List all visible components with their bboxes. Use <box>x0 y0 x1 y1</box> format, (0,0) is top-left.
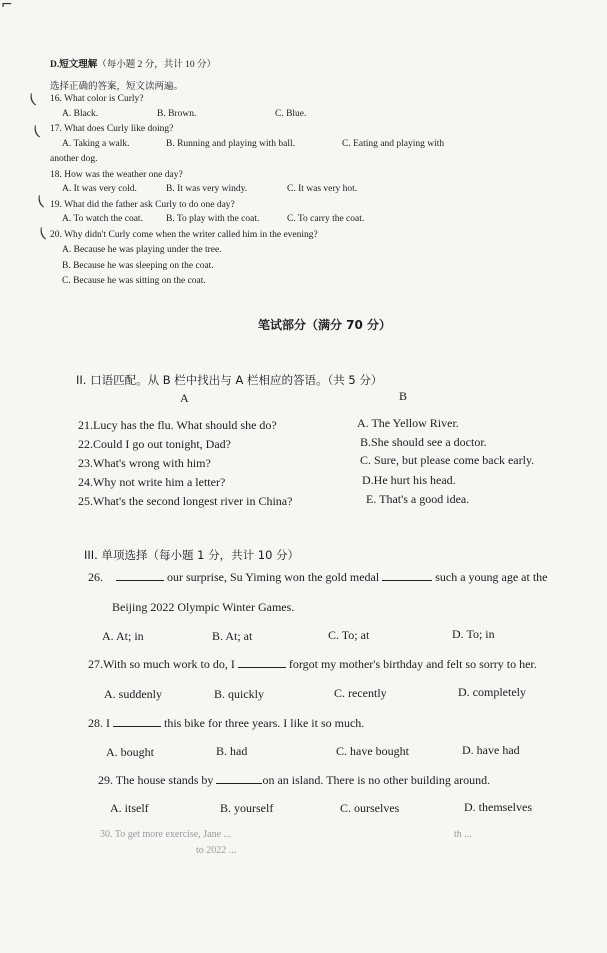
question-text: this bike for three years. I like it so much. <box>161 716 365 730</box>
answer-blank <box>113 725 161 727</box>
question-26 <box>88 570 548 585</box>
option: B. To play with the coat. <box>166 214 260 224</box>
option-continuation: another dog. <box>50 154 98 164</box>
option: C. Because he was sitting on the coat. <box>62 276 206 286</box>
section-ii-heading: II. 口语匹配。从 B 栏中找出与 A 栏相应的答语。（共 5 分） <box>76 373 383 387</box>
answer-blank <box>216 782 262 784</box>
section-d-note: （每小题 2 分，共计 10 分） <box>97 60 217 70</box>
answer-blank <box>238 666 286 668</box>
option: B. had <box>216 744 248 758</box>
question-text: forgot my mother's birthday and felt so sorry to her. <box>285 657 537 671</box>
section-d-instruction: 选择正确的答案，短文读两遍。 <box>50 82 184 92</box>
answer-blank <box>116 579 164 581</box>
question-30-fragment: 30. To get more exercise, Jane ... <box>100 829 232 840</box>
written-part-title: 笔试部分（满分 70 分） <box>258 318 392 332</box>
match-item-b: A. The Yellow River. <box>357 416 459 430</box>
option: A. It was very cold. <box>62 184 137 194</box>
question-28 <box>88 716 364 731</box>
question-stem: 20. Why didn't Curly come when the writer called him in the evening? <box>50 230 318 240</box>
column-b-label: B <box>399 389 408 403</box>
question-stem: 17. What does Curly like doing? <box>50 124 174 134</box>
option: C. To; at <box>328 628 370 642</box>
option: A. At; in <box>102 629 144 643</box>
option: C. To carry the coat. <box>287 214 365 224</box>
option: B. yourself <box>220 801 274 815</box>
answer-blank <box>382 579 432 581</box>
option: A. bought <box>106 745 154 759</box>
match-item-a: 21.Lucy has the flu. What should she do? <box>78 418 277 432</box>
option: D. completely <box>458 685 526 699</box>
option: C. have bought <box>336 744 409 758</box>
section-d-title: 短文理解 <box>59 60 98 70</box>
question-29 <box>98 773 490 788</box>
question-text: 29. The house stands by <box>98 773 217 787</box>
match-item-b: E. That's a good idea. <box>366 492 470 506</box>
question-text: our surprise, Su Yiming won the gold medal <box>164 570 383 584</box>
corner-mark: ⌐ <box>1 0 13 13</box>
match-item-b: B.She should see a doctor. <box>360 435 487 449</box>
match-item-b: D.He hurt his head. <box>362 473 456 487</box>
option: D. To; in <box>452 627 495 641</box>
margin-pen-mark: ( <box>37 225 49 243</box>
option: B. Because he was sleeping on the coat. <box>62 261 214 271</box>
option: C. recently <box>334 686 387 700</box>
section-iii-heading: III. 单项选择（每小题 1 分，共计 10 分） <box>84 548 300 562</box>
question-30-fragment: to 2022 ... <box>196 845 237 856</box>
match-item-a: 24.Why not write him a letter? <box>78 475 226 489</box>
margin-pen-mark: ( <box>27 91 39 109</box>
question-27 <box>88 657 537 672</box>
match-item-a: 22.Could I go out tonight, Dad? <box>78 437 231 451</box>
option: C. Blue. <box>275 109 307 119</box>
question-number: 26. <box>88 570 103 584</box>
column-a-label: A <box>180 391 189 405</box>
option: A. Taking a walk. <box>62 139 130 149</box>
option: B. It was very windy. <box>166 184 248 194</box>
option: C. It was very hot. <box>287 184 358 194</box>
margin-pen-mark: ( <box>31 123 43 141</box>
option: A. Black. <box>62 109 99 119</box>
option: A. itself <box>110 801 149 815</box>
question-text: 27.With so much work to do, I <box>88 657 238 671</box>
question-stem: 18. How was the weather one day? <box>50 170 183 180</box>
option: C. Eating and playing with <box>342 139 445 149</box>
question-stem: 19. What did the father ask Curly to do one day? <box>50 200 235 210</box>
match-item-a: 23.What's wrong with him? <box>78 456 211 470</box>
option: B. Running and playing with ball. <box>166 139 296 149</box>
option: B. Brown. <box>157 109 197 119</box>
option: A. To watch the coat. <box>62 214 143 224</box>
section-d-heading <box>50 56 216 70</box>
question-26-line2: Beijing 2022 Olympic Winter Games. <box>112 600 295 614</box>
section-d-label: D. <box>50 60 60 70</box>
option: B. At; at <box>212 629 253 643</box>
question-text: on an island. There is no other building around. <box>262 773 491 787</box>
option: D. themselves <box>464 800 532 814</box>
match-item-a: 25.What's the second longest river in China? <box>78 494 293 508</box>
question-text: such a young age at the <box>432 570 548 584</box>
question-stem: 16. What color is Curly? <box>50 94 144 104</box>
match-item-b: C. Sure, but please come back early. <box>360 453 535 467</box>
option: D. have had <box>462 743 520 757</box>
question-30-fragment: th ... <box>454 829 472 840</box>
option: B. quickly <box>214 687 264 701</box>
option: A. suddenly <box>104 687 162 701</box>
option: A. Because he was playing under the tree. <box>62 245 222 255</box>
question-text: 28. I <box>88 716 113 730</box>
option: C. ourselves <box>340 801 400 815</box>
margin-pen-mark: ( <box>35 193 47 211</box>
